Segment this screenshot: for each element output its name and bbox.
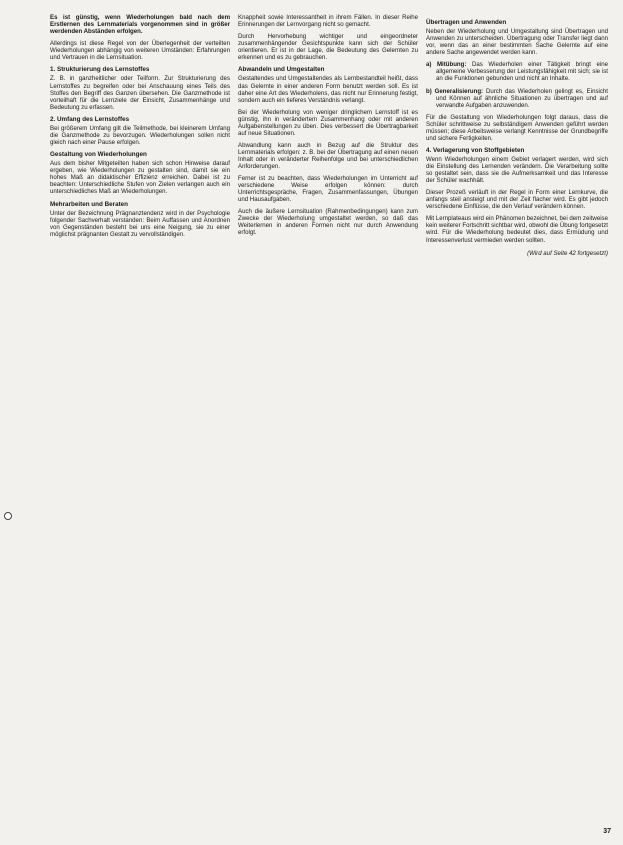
list-item-label: Generalisierung:	[434, 87, 484, 95]
list-item-number: b)	[426, 87, 432, 95]
paragraph: Wenn Wiederholungen einem Gebiet verlagert werden, wird sich die Einstellung des Lernenden verändern. Die Verarbeitung sollte so gestaltet sein, dass sie die Aufmerksamkeit und das Interesse der Schüler wachhält.	[426, 156, 608, 185]
paragraph: Ferner ist zu beachten, dass Wiederholungen im Unterricht auf verschiedene Weise erfolgen können: durch Unterrichtsgespräche, Fragen, Zusammenfassungen, Übungen und Hausaufgaben.	[238, 175, 418, 204]
section-heading: Abwandeln und Umgestalten	[238, 66, 325, 74]
section-heading: Übertragen und Anwenden	[426, 19, 507, 26]
list-item-text: Das Wiederholen einer Tätigkeit bringt eine allgemeine Verbesserung der Leistungsfähigkeit mit sich; sie ist an die Funktionen gebunden und nicht an Inhalte.	[436, 61, 608, 83]
paragraph: Mit Lernplateaus wird ein Phänomen bezeichnet, bei dem zeitweise kein weiterer Fortschritt sichtbar wird, obwohl die Übung fortgesetzt wird. Für die Wiederholung bedeutet dies, dass Ermüdung und Interessenverlust vermieden werden sollten.	[426, 215, 608, 244]
paragraph: Bei größerem Umfang gilt die Teilmethode, bei kleinerem Umfang die Ganzmethode zu bevorzugen. Wiederholungen sollen nicht gleich nach einer Pause erfolgen.	[50, 124, 230, 147]
paragraph: Bei der Wiederholung von weniger dringlichem Lernstoff ist es günstig, ihn in verändertem Zusammenhang oder mit anderen Aufgabenstellungen zu üben. Dies verbessert die Übertragbarkeit auf neue Situationen.	[238, 108, 418, 137]
list-item	[426, 88, 608, 109]
section-heading: 2. Umfang des Lernstoffes	[50, 115, 130, 123]
paragraph: Dieser Prozeß verläuft in der Regel in Form einer Lernkurve, die anfangs steil ansteigt und mit der Zeit flacher wird. Es gibt jedoch verschiedene Einflüsse, die den Verlauf verändern können.	[426, 189, 608, 211]
paragraph: Es ist günstig, wenn Wiederholungen bald nach dem Erstlernen des Lernmaterials vorgenommen sind in größer werdenden Abständen erfolgen.	[50, 14, 230, 36]
continuation-note: (Wird auf Seite 42 fortgesetzt)	[527, 249, 608, 257]
document-page	[50, 14, 608, 832]
column-2	[238, 14, 418, 832]
list-item-text: Durch das Wiederholen gelingt es, Einsicht und Können auf ähnliche Situationen zu übertragen und auf verwandte Aufgaben anzuwenden.	[436, 87, 608, 109]
paragraph: Z. B. in ganzheitlicher oder Teilform. Zur Strukturierung des Lernstoffes zu begreifen oder bei Anschauung eines Teils des Stoffes den Begriff des Ganzen übersehen. Die Ganzmethode ist vorteilhaft für die Lernziele der Einsicht, Zusammenhänge und Bedeutung zu erfassen.	[50, 75, 230, 111]
paragraph: Gestaltendes und Umgestaltendes als Lernbestandteil heißt, dass das Gelernte in einer anderen Form benutzt werden soll. Es ist daher eine Art des Wiederholens, das nicht nur Erinnerung festigt, sondern auch ein tieferes Verständnis verlangt.	[238, 75, 418, 104]
column-3	[426, 14, 608, 832]
page-number: 37	[603, 828, 611, 835]
section-heading: 4. Verlagerung von Stoffgebieten	[426, 146, 525, 154]
paragraph: Allerdings ist diese Regel von der Überlegenheit der verteilten Wiederholungen abhängig von weiteren Umständen: Erfahrungen und Vertrauen in die Lernsituation.	[50, 40, 230, 62]
section-heading: Gestaltung von Wiederholungen	[50, 151, 147, 159]
margin-bullet-icon	[4, 512, 12, 520]
section-heading: Mehrarbeiten und Beraten	[50, 200, 129, 208]
list-item-label: Mitübung:	[436, 61, 467, 69]
paragraph: Aus dem bisher Mitgeteilten haben sich schon Hinweise darauf ergeben, wie Wiederholungen zu gestalten sind, damit sie ein hohes Maß an didaktischer Effizienz erreichen. Dabei ist zu beachten: Unterschiedliche Stufen von Zielen verlangen auch ein unterschiedliches Maß an Wiederholungen.	[50, 160, 230, 196]
column-1	[50, 14, 230, 832]
paragraph: Abwandlung kann auch in Bezug auf die Struktur des Lernmaterials erfolgen: z. B. bei der Übertragung auf einen neuen Inhalt oder in veränderter Reihenfolge und bei unterschiedlichen Anforderungen.	[238, 141, 418, 170]
paragraph: Knappheit sowie Interessantheit in ihrem Fällen. In dieser Reihe Erinnerungen der Lernvorgang nicht so gemacht.	[238, 14, 418, 29]
paragraph: Für die Gestaltung von Wiederholungen folgt daraus, dass die Schüler schrittweise zu selbständigem Anwenden geführt werden müssen; diese Arbeitsweise verlangt Kenntnisse der Grundbegriffe und sichere Fertigkeiten.	[426, 113, 608, 142]
paragraph: Unter der Bezeichnung Prägnanztendenz wird in der Psychologie folgender Sachverhalt verstanden: Beim Auffassen und Anordnen von Gegenständen besteht bei uns eine Neigung, sie zu einer möglichst prägnanten Gestalt zu vervollständigen.	[50, 209, 230, 238]
list-item-number: a)	[426, 61, 432, 69]
section-heading: 1. Strukturierung des Lernstoffes	[50, 66, 150, 74]
paragraph: Durch Hervorhebung wichtiger und eingeordneter zusammenhängender Gesichtspunkte kann sich der Schüler orientieren. Er ist in der Lage, die Bedeutung des Gelernten zu erkennen und es zu gebrauchen.	[238, 33, 418, 62]
paragraph: Neben der Wiederholung und Umgestaltung sind Übertragen und Anwenden zu unterscheiden. Übertragung oder Transfer liegt dann vor, wenn das an einer bestimmten Sache Gelernte auf eine andere Sache angewendet werden kann.	[426, 28, 608, 57]
list-item	[426, 61, 608, 82]
paragraph: Auch die äußere Lernsituation (Rahmenbedingungen) kann zum Zwecke der Wiederholung umgestaltet werden, so daß das Weiterlernen in anderen Formen nicht nur durch Anwendung erfolgt.	[238, 208, 418, 237]
